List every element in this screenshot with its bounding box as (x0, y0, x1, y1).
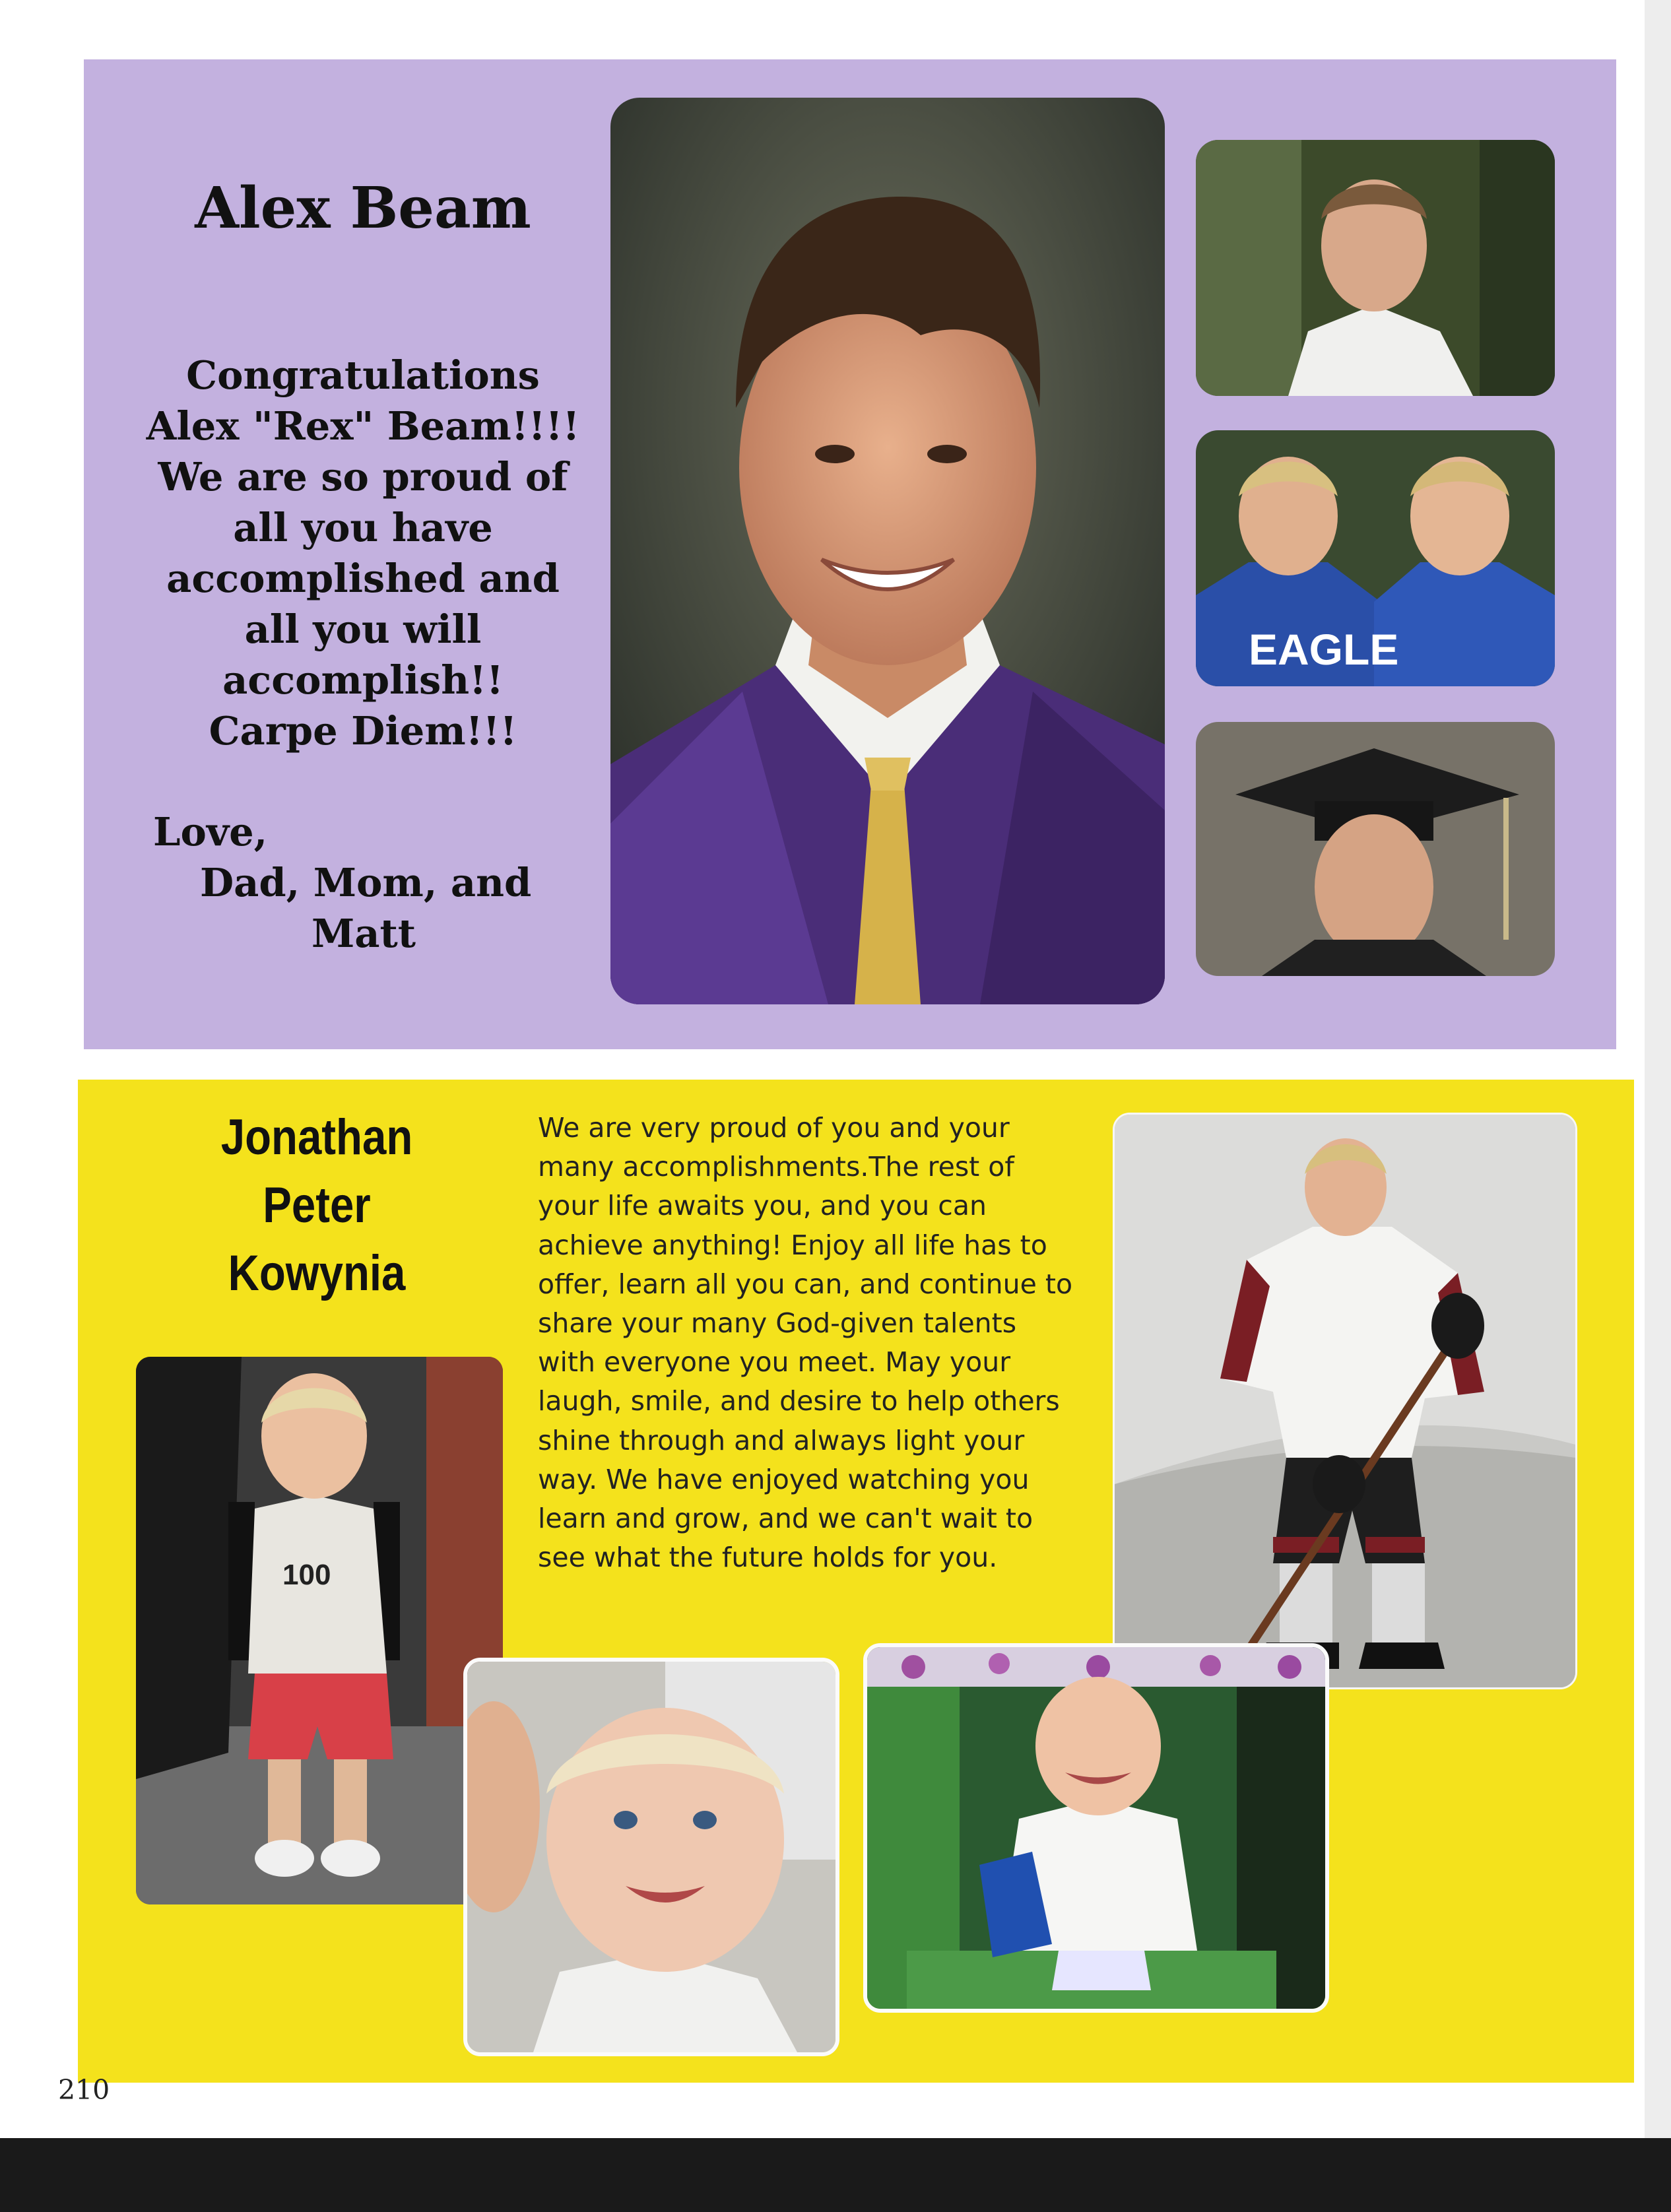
childhood-photo (1196, 140, 1555, 396)
message-line: all you will (244, 606, 482, 652)
brothers-football-photo (1196, 430, 1555, 686)
toddler-backpack-photo (136, 1357, 503, 1904)
message-line: Alex "Rex" Beam!!!! (146, 403, 580, 449)
ad-title-jonathan-kowynia (175, 1103, 459, 1307)
message-line: all you have (233, 505, 493, 550)
senior-portrait-photo (610, 98, 1165, 1004)
message-line: with everyone you meet. May your (538, 1346, 1011, 1379)
graduation-cap-photo (1196, 722, 1555, 976)
jersey-text: EAGLE (1249, 625, 1399, 674)
ad-message-jonathan-kowynia (538, 1109, 1112, 1577)
message-line: achieve anything! Enjoy all life has to (538, 1229, 1047, 1261)
message-line: way. We have enjoyed watching you (538, 1463, 1030, 1495)
signoff-line: Dad, Mom, and (200, 860, 532, 905)
ad-title-alex-beam: Alex Beam (195, 175, 531, 242)
message-line: share your many God-given talents (538, 1307, 1017, 1340)
message-line: We are so proud of (158, 454, 568, 500)
signoff-line: Love, (153, 809, 268, 855)
message-line: learn and grow, and we can't wait to (538, 1503, 1033, 1535)
message-line: We are very proud of you and your (538, 1112, 1010, 1144)
page-edge (1645, 0, 1671, 2138)
message-line: your life awaits you, and you can (538, 1190, 987, 1222)
message-line: many accomplishments.The rest of (538, 1151, 1014, 1183)
message-line: laugh, smile, and desire to help others (538, 1385, 1060, 1417)
shirt-text: 100 (282, 1559, 331, 1591)
message-line: see what the future holds for you. (538, 1542, 998, 1574)
baby-sitting-photo (863, 1643, 1329, 2013)
name-line: Jonathan (220, 1109, 413, 1165)
ad-message-alex-beam (125, 350, 601, 756)
message-line: accomplished and (166, 556, 560, 601)
signoff-line: Matt (311, 911, 416, 956)
name-line: Kowynia (228, 1245, 406, 1301)
name-line: Peter (263, 1177, 371, 1233)
hockey-player-photo (1113, 1113, 1577, 1689)
message-line: accomplish!! (222, 657, 504, 703)
message-line: Congratulations (186, 352, 540, 398)
baby-closeup-photo (463, 1658, 839, 2056)
scan-border (0, 2138, 1671, 2212)
message-line: shine through and always light your (538, 1424, 1025, 1456)
message-line: offer, learn all you can, and continue to (538, 1268, 1073, 1300)
message-line: Carpe Diem!!! (209, 708, 517, 754)
page-number: 210 (58, 2074, 110, 2106)
